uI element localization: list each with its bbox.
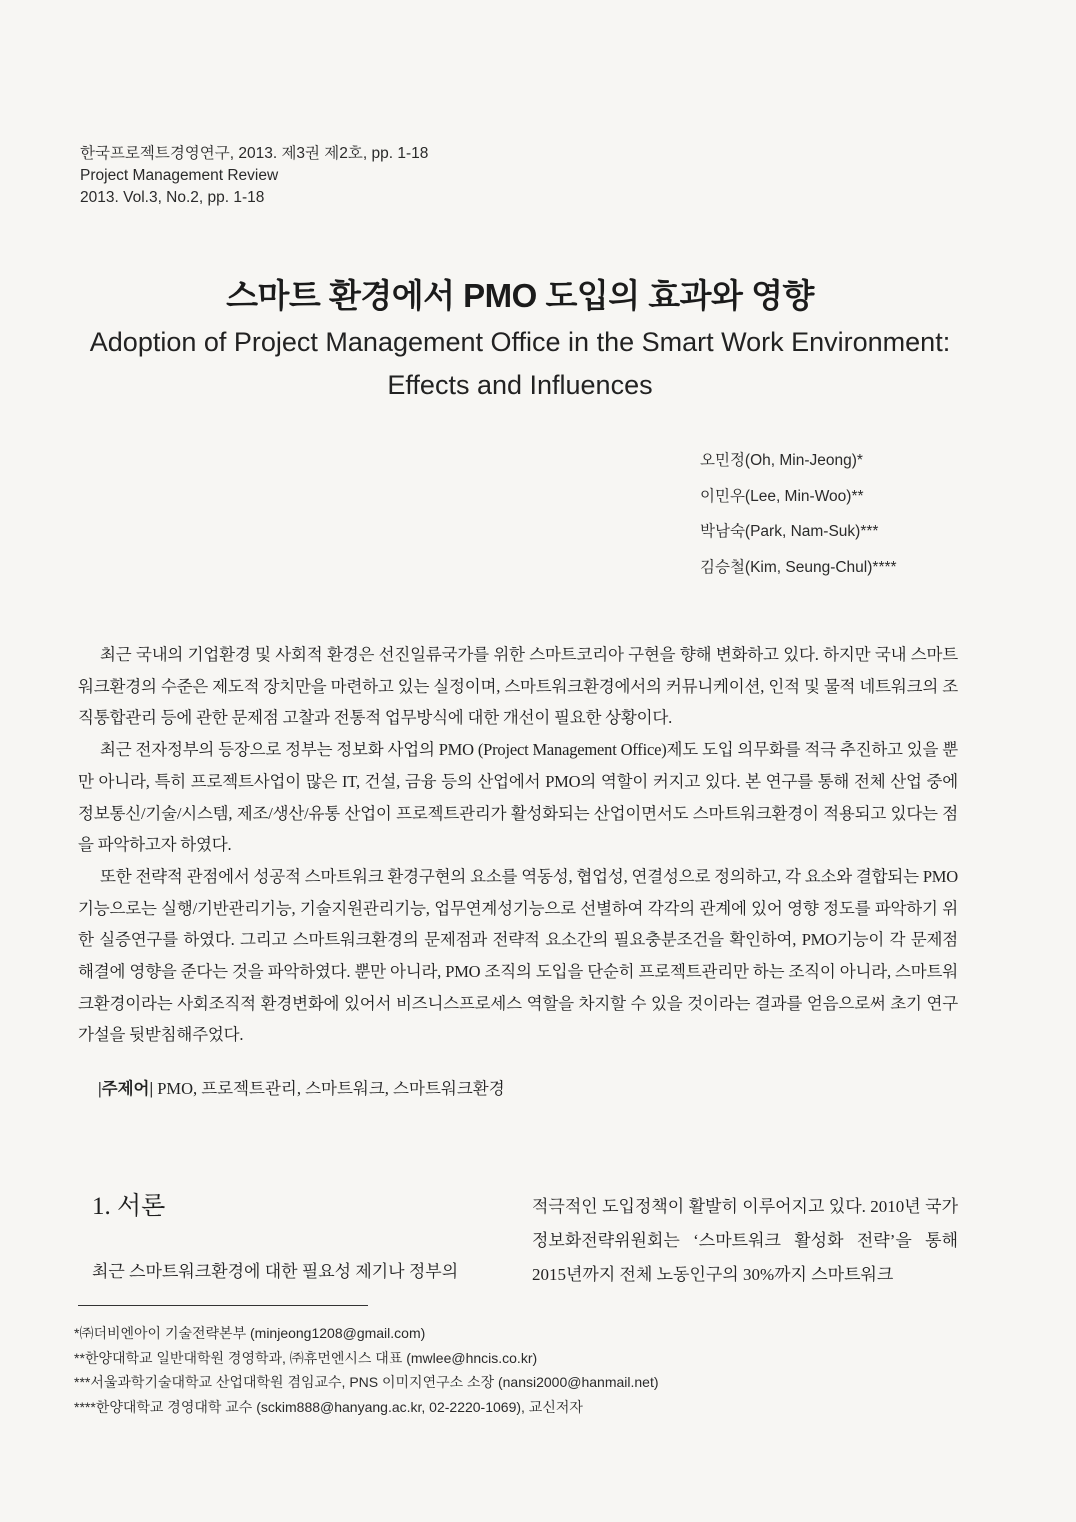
body-right-text: 적극적인 도입정책이 활발히 이루어지고 있다. 2010년 국가정보화전략위원회는 ‘스마트워크 활성화 전략’을 통해 2015년까지 전체 노동인구의 30%까지 스마트워크: [532, 1197, 958, 1284]
paper-title-english-line1: Adoption of Project Management Office in the Smart Work Environment:: [89, 327, 951, 357]
author-1: 오민정(Oh, Min-Jeong)*: [700, 452, 863, 469]
keywords-label: |주제어|: [98, 1079, 154, 1098]
body-left-column: [92, 1255, 502, 1289]
footnote-4: ****한양대학교 경영대학 교수 (sckim888@hanyang.ac.kr, 02-2220-1069), 교신저자: [74, 1398, 583, 1415]
author-list: [700, 443, 897, 585]
author-2: 이민우(Lee, Min-Woo)**: [700, 487, 864, 505]
keywords-text: PMO, 프로젝트관리, 스마트워크, 스마트워크환경: [153, 1079, 505, 1098]
title-block: [60, 272, 980, 406]
footnote-3: ***서울과학기술대학교 산업대학원 겸임교수, PNS 이미지연구소 소장 (nansi2000@hanmail.net): [74, 1374, 659, 1390]
abstract-paragraph-2: 최근 전자정부의 등장으로 정부는 정보화 사업의 PMO (Project Management Office)제도 도입 의무화를 적극 추진하고 있을 뿐만 아니라, 특히 프로젝트사업이 많은 IT, 건설, 금융 등의 산업에서 PMO의 역할이 커지고 있다. 본 연구를 통해 전체 산업 중에 정보통신/기술/시스템, 제조/생산/유통 산업이 프로젝트관리가 활성화되는 산업이면서도 스마트워크환경이 적용되고 있다는 점을 파악하고자 하였다.: [78, 740, 958, 855]
author-3: 박남숙(Park, Nam-Suk)***: [700, 523, 879, 540]
keywords: [98, 1077, 505, 1101]
author-4: 김승철(Kim, Seung-Chul)****: [700, 558, 897, 576]
paper-title-english-line2: Effects and Influences: [387, 370, 653, 400]
abstract-paragraph-3: 또한 전략적 관점에서 성공적 스마트워크 환경구현의 요소를 역동성, 협업성, 연결성으로 정의하고, 각 요소와 결합되는 PMO기능으로는 실행/기반관리기능, 기술지원관리기능, 업무연계성기능으로 선별하여 각각의 관계에 있어 영향 정도를 파악하기 위한 실증연구를 하였다. 그리고 스마트워크환경의 문제점과 전략적 요소간의 필요충분조건을 확인하여, PMO기능이 각 문제점 해결에 영향을 준다는 것을 파악하였다. 뿐만 아니라, PMO 조직의 도입을 단순히 프로젝트관리만 하는 조직이 아니라, 스마트워크환경이라는 사회조직적 환경변화에 있어서 비즈니스프로세스 역할을 차지할 수 있을 것이라는 결과를 얻음으로써 초기 연구 가설을 뒷받침해주었다.: [78, 866, 958, 1045]
footnote-divider: [78, 1305, 368, 1306]
body-left-text: 최근 스마트워크환경에 대한 필요성 제기나 정부의: [92, 1262, 459, 1281]
journal-header: [80, 143, 428, 209]
journal-name-english: Project Management Review: [80, 167, 279, 184]
footnote-2: **한양대학교 일반대학원 경영학과, ㈜휴먼엔시스 대표 (mwlee@hncis.co.kr): [74, 1349, 538, 1366]
paper-title-korean: 스마트 환경에서 PMO 도입의 효과와 영향: [226, 277, 814, 314]
footnotes: [74, 1321, 659, 1419]
journal-citation-english: 2013. Vol.3, No.2, pp. 1-18: [80, 189, 265, 206]
abstract: [78, 639, 958, 1051]
abstract-paragraph-1: 최근 국내의 기업환경 및 사회적 환경은 선진일류국가를 위한 스마트코리아 구현을 향해 변화하고 있다. 하지만 국내 스마트워크환경의 수준은 제도적 장치만을 마련하고 있는 실정이며, 스마트워크환경에서의 커뮤니케이션, 인적 및 물적 네트워크의 조직통합관리 등에 관한 문제점 고찰과 전통적 업무방식에 대한 개선이 필요한 상황이다.: [78, 645, 958, 728]
body-right-column: [532, 1190, 958, 1292]
journal-citation-korean: 한국프로젝트경영연구, 2013. 제3권 제2호, pp. 1-18: [80, 145, 429, 162]
footnote-1: *㈜더비엔아이 기술전략본부 (minjeong1208@gmail.com): [74, 1325, 426, 1341]
section-heading: 1. 서론: [92, 1193, 166, 1220]
